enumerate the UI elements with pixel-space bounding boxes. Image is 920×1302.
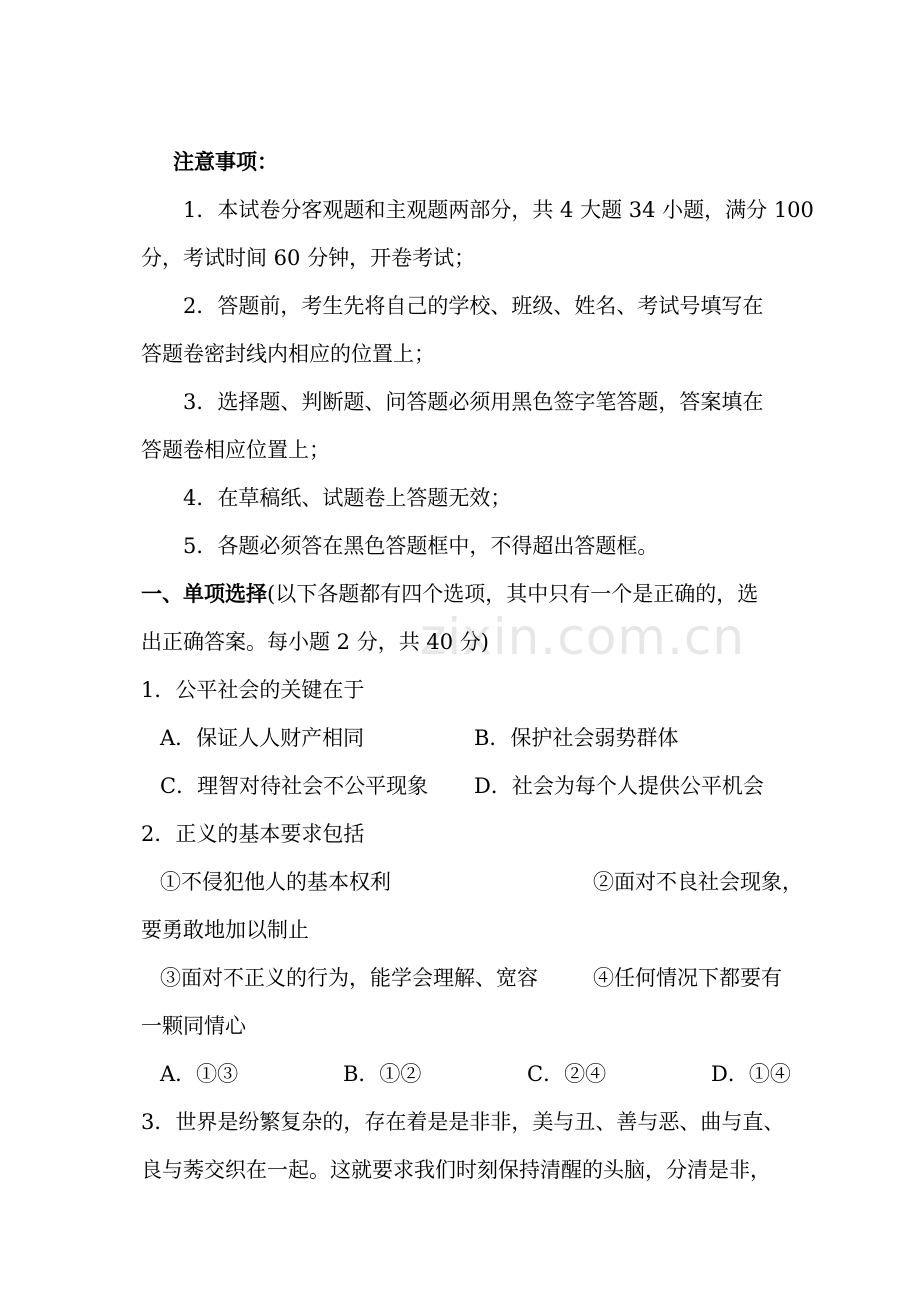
- q2-statement-2-cont: 要勇敢地加以制止: [141, 918, 309, 942]
- watermark: zixin.com.cn: [420, 608, 746, 666]
- section-1-line-1: [141, 579, 758, 609]
- q2-statement-3: ③面对不正义的行为，能学会理解、宽容: [160, 966, 538, 990]
- section-1-title: 一、单项选择: [141, 581, 267, 606]
- q2-stem: 2．正义的基本要求包括: [141, 822, 365, 846]
- section-1-desc: (以下各题都有四个选项，其中只有一个是正确的，选: [267, 582, 759, 606]
- notice-heading: 注意事项：: [173, 149, 278, 174]
- q1-option-b: B．保护社会弱势群体: [474, 726, 679, 750]
- notice-item-2-line-2: 答题卷密封线内相应的位置上；: [141, 342, 435, 366]
- q1-option-a: A．保证人人财产相同: [160, 726, 365, 750]
- q3-line-2: 良与莠交织在一起。这就要求我们时刻保持清醒的头脑，分清是非，: [141, 1158, 771, 1182]
- q2-statement-1: ①不侵犯他人的基本权利: [160, 870, 391, 894]
- q1-option-c: C．理智对待社会不公平现象: [160, 774, 429, 798]
- q2-statement-2: ②面对不良社会现象，: [593, 870, 803, 894]
- notice-item-1-line-2: 分，考试时间 60 分钟，开卷考试；: [141, 246, 476, 270]
- notice-item-3-line-2: 答题卷相应位置上；: [141, 438, 330, 462]
- notice-item-3-line-1: 3．选择题、判断题、问答题必须用黑色签字笔答题，答案填在: [183, 390, 764, 414]
- q1-stem: 1．公平社会的关键在于: [141, 678, 365, 702]
- q2-option-a: A．①③: [160, 1062, 239, 1086]
- q2-option-b: B．①②: [343, 1062, 422, 1086]
- notice-item-4: 4．在草稿纸、试题卷上答题无效；: [183, 486, 512, 510]
- notice-item-1-line-1: 1．本试卷分客观题和主观题两部分，共 4 大题 34 小题，满分 100: [183, 198, 814, 222]
- section-1-desc-line-2: 出正确答案。每小题 2 分，共 40 分): [141, 630, 489, 654]
- q2-statement-4-cont: 一颗同情心: [141, 1014, 246, 1038]
- q1-option-d: D．社会为每个人提供公平机会: [474, 774, 764, 798]
- q2-statement-4: ④任何情况下都要有: [593, 966, 782, 990]
- notice-item-5: 5．各题必须答在黑色答题框中，不得超出答题框。: [183, 534, 659, 558]
- q3-line-1: 3．世界是纷繁复杂的，存在着是是非非，美与丑、善与恶、曲与直、: [141, 1110, 785, 1134]
- q2-option-c: C．②④: [527, 1062, 607, 1086]
- q2-option-d: D．①④: [711, 1062, 791, 1086]
- notice-item-2-line-1: 2．答题前，考生先将自己的学校、班级、姓名、考试号填写在: [183, 294, 764, 318]
